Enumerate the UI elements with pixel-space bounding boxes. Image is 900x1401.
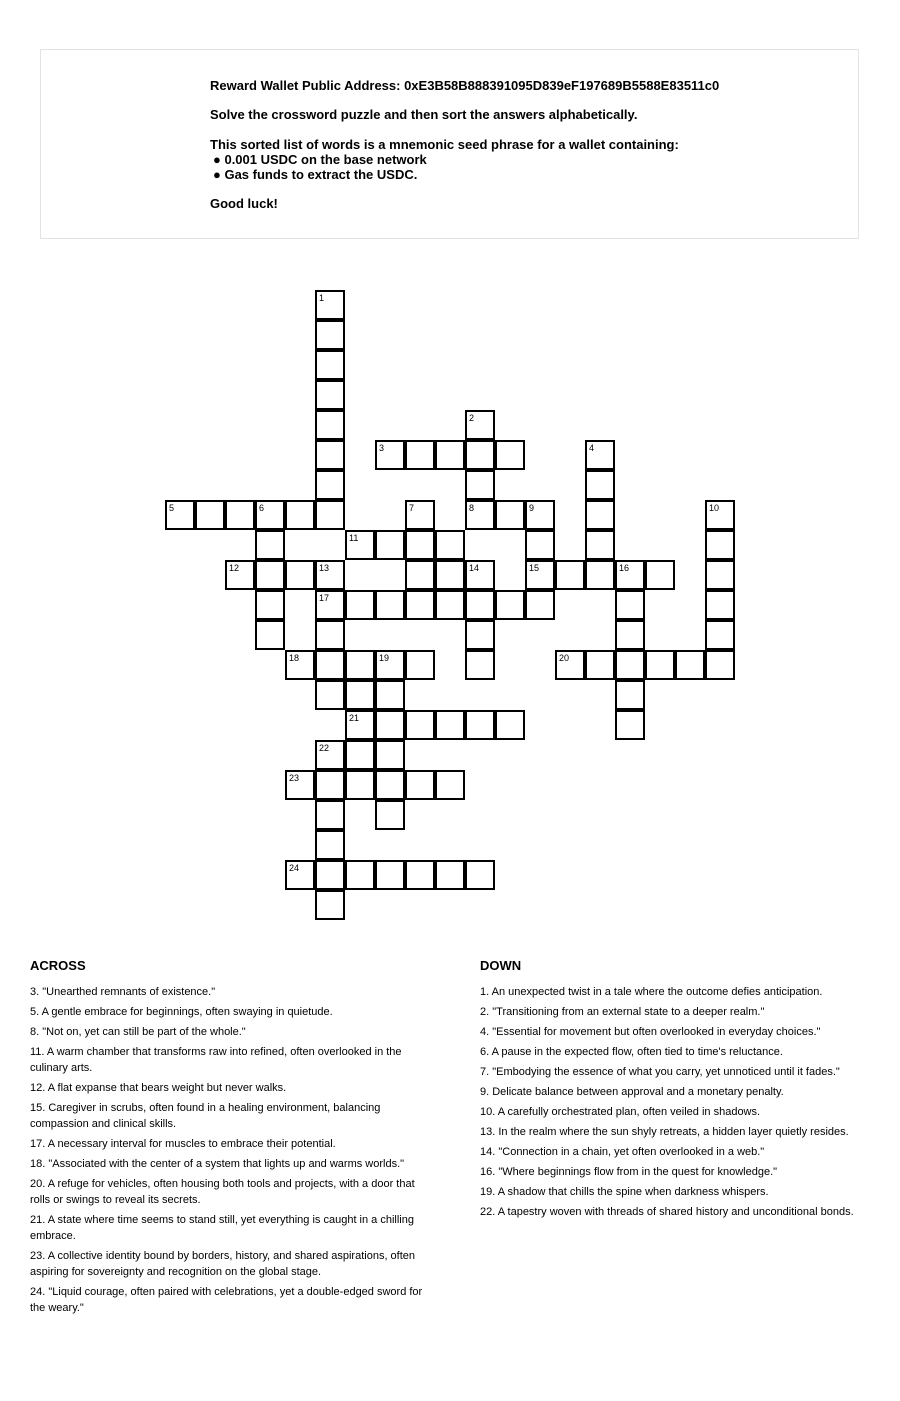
grid-cell[interactable] [465,860,495,890]
grid-cell[interactable] [255,620,285,650]
grid-cell[interactable] [345,650,375,680]
instruction-text: Solve the crossword puzzle and then sort the answers alphabetically. [210,107,638,122]
grid-cell[interactable] [705,590,735,620]
clue-number: 24 [289,863,300,873]
across-clue: 21. A state where time seems to stand still, yet everything is caught in a chilling embrace. [30,1214,414,1242]
grid-cell[interactable] [615,560,645,590]
grid-cell[interactable] [645,650,675,680]
grid-cell[interactable] [375,740,405,770]
down-clue: 2. "Transitioning from an external state to a deeper realm." [480,1006,765,1018]
across-title: ACROSS [30,958,86,973]
grid-cell[interactable] [585,500,615,530]
grid-cell[interactable] [315,410,345,440]
grid-cell[interactable] [465,410,495,440]
down-clue-list [480,984,875,1224]
grid-cell[interactable] [705,620,735,650]
clue-number: 21 [349,713,360,723]
down-clue: 7. "Embodying the essence of what you carry, yet unnoticed until it fades." [480,1066,840,1078]
clue-number: 10 [709,503,720,513]
grid-cell[interactable] [375,680,405,710]
clue-number: 6 [259,503,265,513]
down-clue: 10. A carefully orchestrated plan, often veiled in shadows. [480,1106,761,1118]
mnemonic-text: This sorted list of words is a mnemonic seed phrase for a wallet containing: [210,137,679,152]
down-clue: 22. A tapestry woven with threads of shared history and unconditional bonds. [480,1206,854,1218]
grid-cell[interactable] [405,770,435,800]
grid-cell[interactable] [525,560,555,590]
grid-cell[interactable] [315,560,345,590]
grid-cell[interactable] [435,440,465,470]
grid-cell[interactable] [345,860,375,890]
down-clue: 19. A shadow that chills the spine when darkness whispers. [480,1186,769,1198]
grid-cell[interactable] [285,500,315,530]
grid-cell[interactable] [165,500,195,530]
grid-cell[interactable] [435,770,465,800]
across-clue: 20. A refuge for vehicles, often housing both tools and projects, with a door that rolls or swings to reveal its secrets. [30,1178,415,1206]
grid-cell[interactable] [315,770,345,800]
grid-cell[interactable] [255,500,285,530]
grid-cell[interactable] [435,860,465,890]
grid-cell[interactable] [405,560,435,590]
grid-cell[interactable] [375,530,405,560]
grid-cell[interactable] [585,650,615,680]
across-clue: 23. A collective identity bound by borders, history, and shared aspirations, often aspiring for sovereignty and recognition on the global stage. [30,1250,416,1278]
grid-cell[interactable] [645,560,675,590]
across-clue: 24. "Liquid courage, often paired with celebrations, yet a double-edged sword for the weary." [30,1286,423,1314]
grid-cell[interactable] [525,500,555,530]
grid-cell[interactable] [465,560,495,590]
grid-cell[interactable] [555,650,585,680]
across-clue: 12. A flat expanse that bears weight but never walks. [30,1082,287,1094]
grid-cell[interactable] [615,650,645,680]
grid-cell[interactable] [315,320,345,350]
across-clue: 11. A warm chamber that transforms raw into refined, often overlooked in the culinary arts. [30,1046,402,1074]
clue-number: 12 [229,563,240,573]
grid-cell[interactable] [315,470,345,500]
grid-cell[interactable] [315,350,345,380]
grid-cell[interactable] [345,590,375,620]
clue-number: 5 [169,503,175,513]
across-clue: 8. "Not on, yet can still be part of the whole." [30,1026,246,1038]
grid-cell[interactable] [285,770,315,800]
grid-cell[interactable] [705,650,735,680]
grid-cell[interactable] [585,530,615,560]
across-clue: 18. "Associated with the center of a system that lights up and warms worlds." [30,1158,405,1170]
grid-cell[interactable] [465,500,495,530]
across-clue: 3. "Unearthed remnants of existence." [30,986,216,998]
grid-cell[interactable] [255,590,285,620]
grid-cell[interactable] [675,650,705,680]
grid-cell[interactable] [405,650,435,680]
grid-cell[interactable] [345,530,375,560]
clue-number: 15 [529,563,540,573]
grid-cell[interactable] [405,530,435,560]
across-clue: 5. A gentle embrace for beginnings, often swaying in quietude. [30,1006,333,1018]
clue-number: 13 [319,563,330,573]
grid-cell[interactable] [315,290,345,320]
grid-cell[interactable] [465,470,495,500]
grid-cell[interactable] [435,710,465,740]
grid-cell[interactable] [375,650,405,680]
grid-cell[interactable] [225,560,255,590]
grid-cell[interactable] [315,740,345,770]
grid-cell[interactable] [255,560,285,590]
grid-cell[interactable] [255,530,285,560]
grid-cell[interactable] [585,440,615,470]
clue-number: 11 [349,533,359,543]
grid-cell[interactable] [375,800,405,830]
bullet-usdc: ● 0.001 USDC on the base network [213,152,427,167]
grid-cell[interactable] [525,530,555,560]
good-luck-text: Good luck! [210,196,278,211]
clue-number: 20 [559,653,570,663]
clue-number: 1 [319,293,325,303]
across-clue: 15. Caregiver in scrubs, often found in a healing environment, balancing compassion and clinical skills. [30,1102,381,1130]
grid-cell[interactable] [495,590,525,620]
grid-cell[interactable] [375,440,405,470]
grid-cell[interactable] [555,560,585,590]
grid-cell[interactable] [315,620,345,650]
grid-cell[interactable] [495,440,525,470]
grid-cell[interactable] [315,650,345,680]
grid-cell[interactable] [345,740,375,770]
grid-cell[interactable] [315,440,345,470]
grid-cell[interactable] [285,860,315,890]
grid-cell[interactable] [375,590,405,620]
grid-cell[interactable] [705,500,735,530]
grid-cell[interactable] [315,590,345,620]
clue-number: 3 [379,443,385,453]
grid-cell[interactable] [375,710,405,740]
grid-cell[interactable] [225,500,255,530]
down-clue: 9. Delicate balance between approval and a monetary penalty. [480,1086,784,1098]
clue-number: 18 [289,653,300,663]
grid-cell[interactable] [705,530,735,560]
down-clue: 4. "Essential for movement but often overlooked in everyday choices." [480,1026,821,1038]
clue-number: 19 [379,653,390,663]
grid-cell[interactable] [345,770,375,800]
down-title: DOWN [480,958,522,973]
grid-cell[interactable] [435,560,465,590]
grid-cell[interactable] [405,500,435,530]
clue-number: 16 [619,563,630,573]
bullet-gas: ● Gas funds to extract the USDC. [213,167,418,182]
grid-cell[interactable] [315,680,345,710]
grid-cell[interactable] [495,710,525,740]
across-clue-list [30,984,425,1320]
down-clue: 1. An unexpected twist in a tale where the outcome defies anticipation. [480,986,823,998]
clue-number: 22 [319,743,330,753]
grid-cell[interactable] [405,710,435,740]
grid-cell[interactable] [615,590,645,620]
grid-cell[interactable] [465,710,495,740]
grid-cell[interactable] [405,440,435,470]
grid-cell[interactable] [585,470,615,500]
grid-cell[interactable] [375,770,405,800]
grid-cell[interactable] [465,620,495,650]
grid-cell[interactable] [315,380,345,410]
grid-cell[interactable] [285,560,315,590]
grid-cell[interactable] [585,560,615,590]
grid-cell[interactable] [615,680,645,710]
clue-number: 8 [469,503,475,513]
grid-cell[interactable] [315,500,345,530]
grid-cell[interactable] [345,710,375,740]
grid-cell[interactable] [315,890,345,920]
down-clue: 6. A pause in the expected flow, often tied to time's reluctance. [480,1046,783,1058]
clue-number: 14 [469,563,480,573]
grid-cell[interactable] [405,590,435,620]
grid-cell[interactable] [345,680,375,710]
grid-cell[interactable] [315,830,345,860]
grid-cell[interactable] [615,620,645,650]
clue-number: 2 [469,413,475,423]
grid-cell[interactable] [285,650,315,680]
across-clue: 17. A necessary interval for muscles to embrace their potential. [30,1138,336,1150]
clue-number: 9 [529,503,535,513]
grid-cell[interactable] [615,710,645,740]
wallet-address: Reward Wallet Public Address: 0xE3B58B888391095D839eF197689B5588E83511c0 [210,78,720,93]
grid-cell[interactable] [525,590,555,620]
grid-cell[interactable] [495,500,525,530]
grid-cell[interactable] [435,530,465,560]
clue-number: 23 [289,773,300,783]
clue-number: 7 [409,503,415,513]
down-clue: 14. "Connection in a chain, yet often overlooked in a web." [480,1146,765,1158]
clue-number: 17 [319,593,330,603]
grid-cell[interactable] [195,500,225,530]
grid-cell[interactable] [465,650,495,680]
grid-cell[interactable] [705,560,735,590]
clue-number: 4 [589,443,595,453]
grid-cell[interactable] [315,800,345,830]
grid-cell[interactable] [435,590,465,620]
down-clue: 16. "Where beginnings flow from in the quest for knowledge." [480,1166,778,1178]
grid-cell[interactable] [315,860,345,890]
grid-cell[interactable] [465,440,495,470]
down-clue: 13. In the realm where the sun shyly retreats, a hidden layer quietly resides. [480,1126,849,1138]
grid-cell[interactable] [465,590,495,620]
grid-cell[interactable] [375,860,405,890]
grid-cell[interactable] [405,860,435,890]
